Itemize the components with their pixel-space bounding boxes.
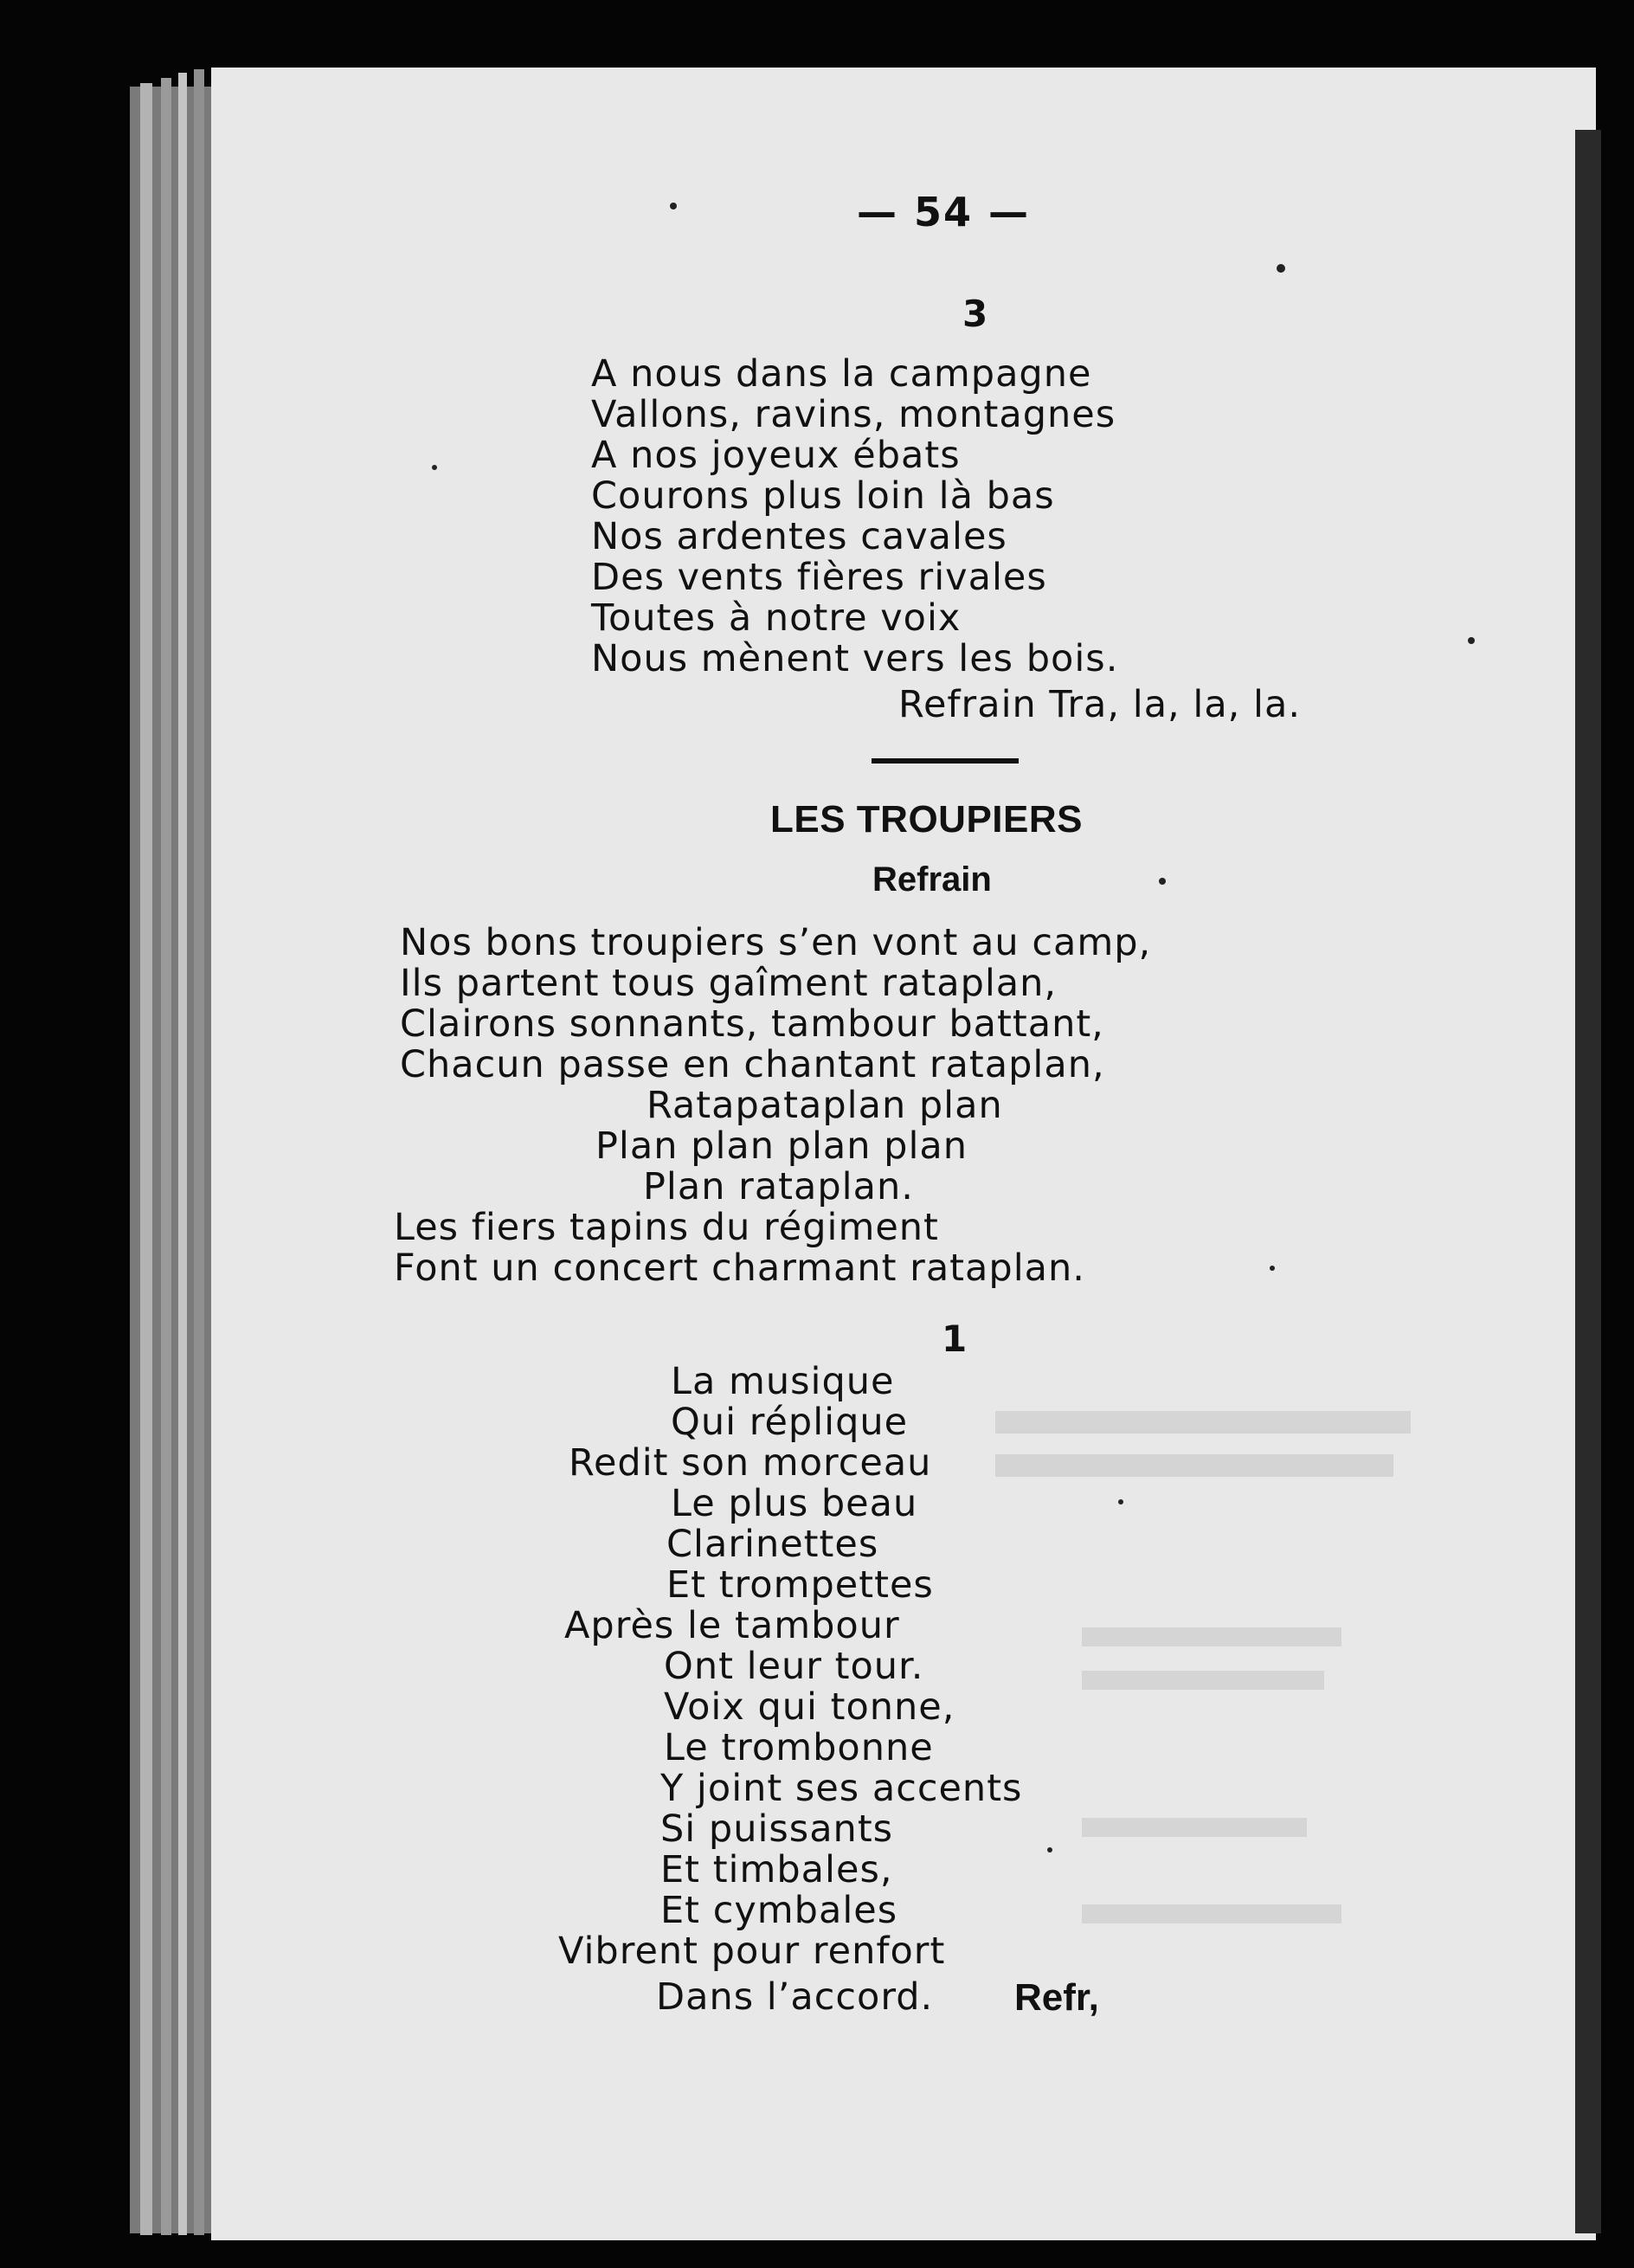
verse-line: Vallons, ravins, montagnes [591,393,1116,436]
refrain-text-line: Plan plan plan plan [595,1124,968,1168]
stanza-line: Et cymbales [660,1889,898,1932]
verse-line: A nous dans la campagne [591,352,1092,396]
refrain-text-line: Clairons sonnants, tambour battant, [400,1002,1104,1046]
stanza-line: Clarinettes [666,1523,879,1566]
stanza-line: Et trompettes [666,1563,934,1607]
stanza-line: Après le tambour [564,1604,900,1647]
stanza-line: Le trombonne [664,1726,934,1769]
verse-line: A nos joyeux ébats [591,434,961,477]
song-title: LES TROUPIERS [770,798,1083,841]
stanza-line: Si puissants [660,1807,894,1851]
verse-line: Nos ardentes cavales [591,515,1007,558]
refrain-heading: Refrain [872,860,992,899]
stanza-line: La musique [671,1360,895,1403]
refrain-text-line: Les fiers tapins du régiment [394,1206,939,1249]
refrain-text-line: Nos bons troupiers s’en vont au camp, [400,921,1152,964]
refrain-text-line: Ils partent tous gaîment rataplan, [400,962,1058,1005]
verse-line: Toutes à notre voix [591,596,962,640]
refrain-text-line: Font un concert charmant rataplan. [394,1247,1085,1290]
refrain-line: Refrain Tra, la, la, la. [898,683,1301,726]
stanza-line: Le plus beau [671,1482,918,1525]
verse-line: Courons plus loin là bas [591,474,1055,518]
stanza-line: Et timbales, [660,1848,893,1891]
refrain-text-line: Ratapataplan plan [647,1084,1003,1127]
refrain-text-line: Chacun passe en chantant rataplan, [400,1043,1105,1086]
stanza-line: Dans l’accord. [656,1975,934,2019]
stanza-line: Voix qui tonne, [664,1685,955,1729]
verse-line: Nous mènent vers les bois. [591,637,1119,680]
stanza-line: Qui réplique [671,1401,909,1444]
stanza-number: 1 [942,1318,968,1360]
stanza-number: 3 [962,293,988,335]
stanza-line: Y joint ses accents [660,1767,1023,1810]
stanza-line: Ont leur tour. [664,1645,924,1688]
stanza-line: Redit son morceau [569,1441,932,1485]
stanza-line: Vibrent pour renfort [558,1930,946,1973]
refrain-marker: Refr, [1014,1976,1099,2019]
verse-line: Des vents fières rivales [591,556,1047,599]
refrain-text-line: Plan rataplan. [643,1165,914,1208]
page-number: — 54 — [857,189,1031,235]
